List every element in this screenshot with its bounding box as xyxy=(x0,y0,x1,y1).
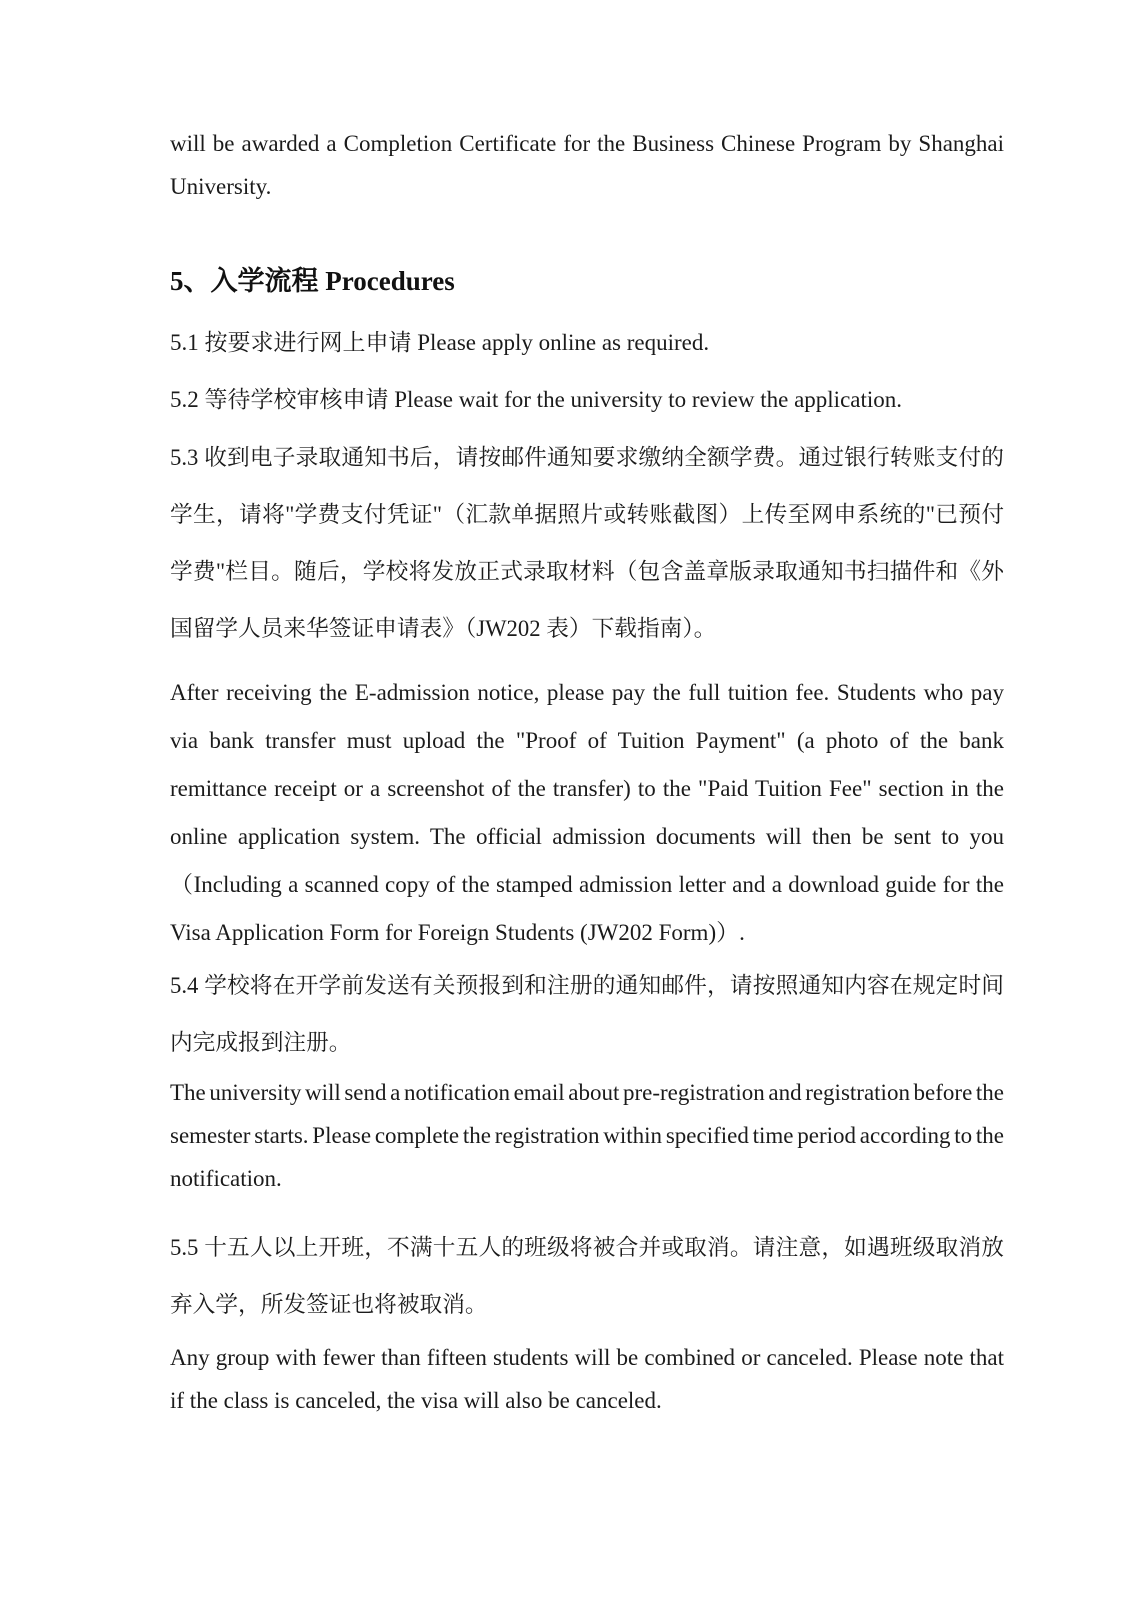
step-5-1: 5.1 按要求进行网上申请 Please apply online as required. xyxy=(170,330,710,355)
step-5-2: 5.2 等待学校审核申请 Please wait for the university to review the application. xyxy=(170,387,903,412)
step-5-3-chinese: 5.3 收到电子录取通知书后，请按邮件通知要求缴纳全额学费。通过银行转账支付的学生，请将"学费支付凭证"（汇款单据照片或转账截图）上传至网申系统的"已预付学费"栏目。随后，学校将发放正式录取材料（包含盖章版录取通知书扫描件和《外国留学人员来华签证申请表》（JW202 表）下载指南）。 xyxy=(170,445,1004,641)
section-heading: 5、入学流程 Procedures xyxy=(170,266,455,296)
step-5-4-english: The university will send a notification email about pre-registration and registration before the semester starts. Please complete the registration within specified time period according to the notification. xyxy=(170,1080,1004,1191)
step-5-4-chinese: 5.4 学校将在开学前发送有关预报到和注册的通知邮件，请按照通知内容在规定时间内完成报到注册。 xyxy=(170,973,1004,1055)
step-5-5-chinese: 5.5 十五人以上开班，不满十五人的班级将被合并或取消。请注意，如遇班级取消放弃入学，所发签证也将被取消。 xyxy=(170,1235,1004,1317)
intro-paragraph: will be awarded a Completion Certificate for the Business Chinese Program by Shanghai University. xyxy=(170,131,1004,199)
step-5-5-english: Any group with fewer than fifteen students will be combined or canceled. Please note that if the class is canceled, the visa will also be canceled. xyxy=(170,1345,1004,1413)
step-5-3-english: After receiving the E-admission notice, please pay the full tuition fee. Students who pay via bank transfer must upload the "Proof of Tuition Payment" (a photo of the bank remittance receipt or a screenshot of the transfer) to the "Paid Tuition Fee" section in the online application system. The official admission documents will then be sent to you（Including a scanned copy of the stamped admission letter and a download guide for the Visa Application Form for Foreign Students (JW202 Form)）. xyxy=(170,680,1004,945)
